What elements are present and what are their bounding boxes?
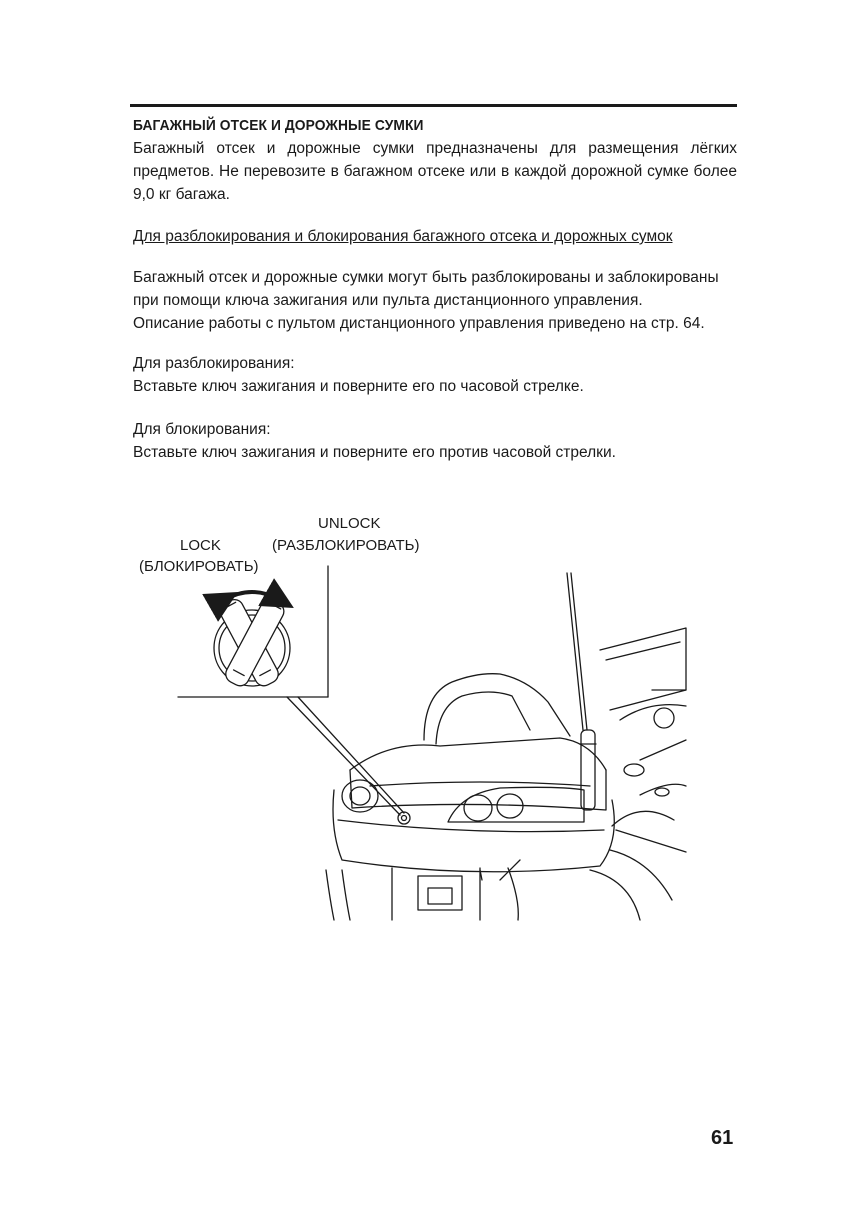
unlock-text: Вставьте ключ зажигания и поверните его по часовой стрелке. xyxy=(133,378,584,395)
lock-label-ru: (БЛОКИРОВАТЬ) xyxy=(139,558,259,575)
access-line-1: Багажный отсек и дорожные сумки могут быть разблокированы и заблокированы xyxy=(133,269,719,286)
lock-label: LOCK xyxy=(180,537,221,554)
lock-text: Вставьте ключ зажигания и поверните его против часовой стрелки. xyxy=(133,444,616,461)
lock-heading: Для блокирования: xyxy=(133,421,271,438)
unlock-label: UNLOCK xyxy=(318,515,381,532)
unlock-heading: Для разблокирования: xyxy=(133,355,295,372)
windscreen xyxy=(600,628,686,796)
key-cylinder-icon xyxy=(214,592,290,689)
antenna xyxy=(567,573,596,810)
unlock-label-ru: (РАЗБЛОКИРОВАТЬ) xyxy=(272,537,420,554)
page-number: 61 xyxy=(711,1127,734,1149)
inset-frame xyxy=(178,566,404,815)
intro-paragraph: Багажный отсек и дорожные сумки предназначены для размещения лёгких предметов. Не перевозите в багажном отсеке или в каждой дорожной сумке более 9,0 кг багажа. xyxy=(133,140,737,203)
access-line-2: при помощи ключа зажигания или пульта дистанционного управления. xyxy=(133,292,643,309)
trunk-box xyxy=(333,674,614,872)
subsection-title: Для разблокирования и блокирования багажного отсека и дорожных сумок xyxy=(133,228,673,245)
access-line-3: Описание работы с пультом дистанционного управления приведено на стр. 64. xyxy=(133,315,705,332)
section-title: БАГАЖНЫЙ ОТСЕК И ДОРОЖНЫЕ СУМКИ xyxy=(133,117,424,134)
